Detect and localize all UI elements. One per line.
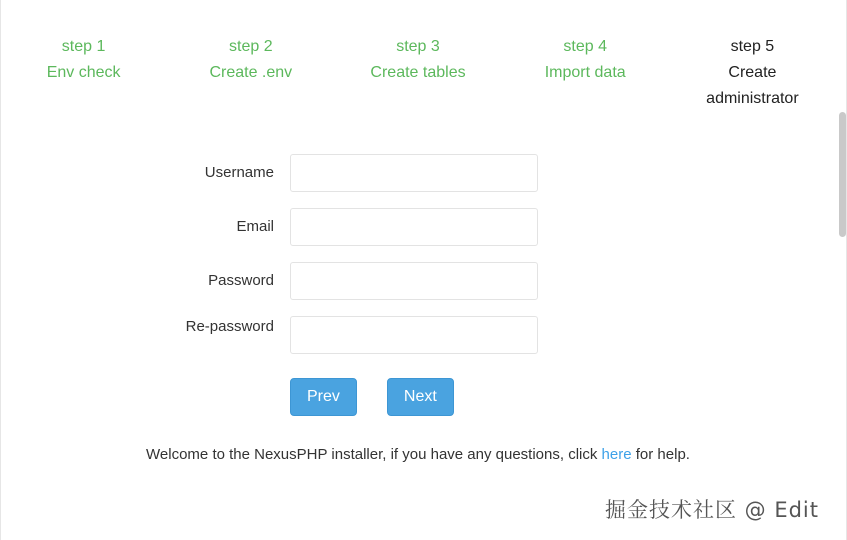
step-number: step 4 (563, 38, 607, 55)
step-label: Env check (46, 64, 121, 81)
step-item-2 (167, 34, 334, 112)
email-input[interactable] (290, 208, 538, 246)
step-number: step 2 (229, 38, 273, 55)
help-link[interactable]: here (601, 446, 632, 463)
footer-help-text (0, 446, 836, 463)
email-label: Email (236, 218, 274, 235)
scrollbar-track[interactable] (837, 0, 847, 540)
prev-button[interactable]: Prev (290, 378, 357, 416)
repassword-input[interactable] (290, 316, 538, 354)
step-number: step 5 (730, 38, 775, 55)
step-number: step 3 (396, 38, 440, 55)
form-row-username (0, 154, 836, 192)
password-input[interactable] (290, 262, 538, 300)
step-item-4 (502, 34, 669, 112)
step-number: step 1 (61, 38, 106, 55)
form-actions (290, 378, 836, 416)
next-button[interactable]: Next (387, 378, 454, 416)
step-item-5 (669, 34, 836, 112)
footer-text-after: for help. (635, 446, 690, 463)
form-row-password (0, 262, 836, 300)
footer-text-before: Welcome to the NexusPHP installer, if you have any questions, click (146, 446, 598, 463)
form-row-email (0, 208, 836, 246)
step-indicator (0, 0, 836, 112)
step-label: Import data (544, 64, 626, 81)
step-label: Create tables (370, 64, 466, 81)
repassword-label: Re-password (185, 318, 274, 335)
form-row-repassword (0, 316, 836, 354)
username-input[interactable] (290, 154, 538, 192)
step-item-1 (0, 34, 167, 112)
step-label: Create administrator (706, 64, 799, 107)
step-label: Create .env (209, 64, 293, 81)
username-label: Username (204, 164, 274, 181)
step-item-3 (334, 34, 501, 112)
watermark: 掘金技术社区 @ Edit (604, 498, 819, 522)
administrator-form (0, 154, 836, 416)
password-label: Password (208, 272, 274, 289)
scrollbar-thumb[interactable] (839, 112, 846, 237)
